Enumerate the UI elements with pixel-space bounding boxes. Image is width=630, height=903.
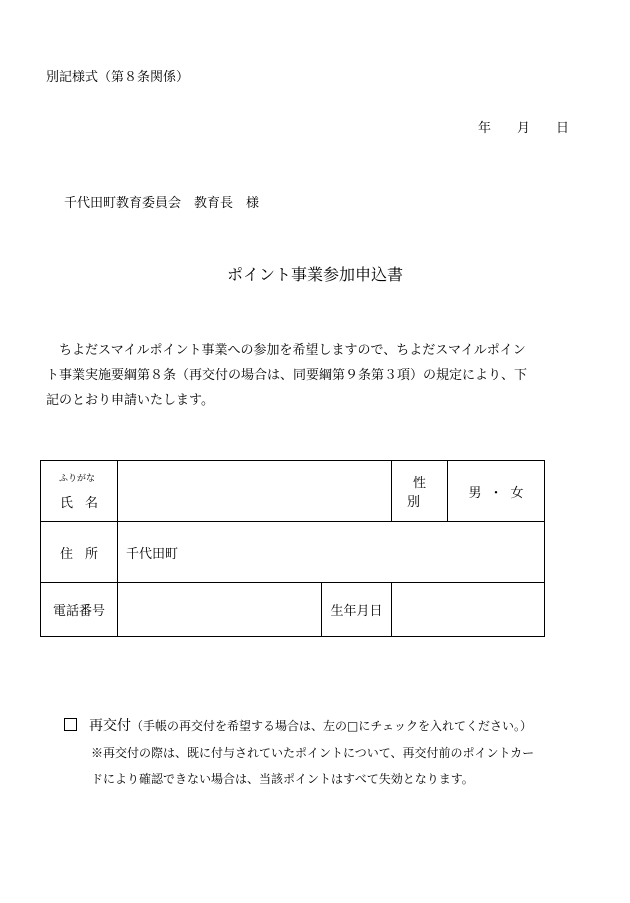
document-title: ポイント事業参加申込書 (226, 265, 403, 284)
reissue-line (64, 715, 532, 735)
reissue-note (91, 740, 534, 792)
phone-label: 電話番号 (52, 604, 105, 619)
note-line: ※再交付の際は、既に付与されていたポイントについて、再交付前のポイントカー (91, 746, 535, 760)
date-month-label: 月 (517, 121, 531, 136)
statement-line: ちよだスマイルポイント事業への参加を希望しますので、ちよだスマイルポイン (46, 343, 526, 358)
applicant-form-table (40, 460, 545, 637)
reissue-checkbox[interactable] (64, 718, 77, 731)
name-label-cell (41, 461, 118, 522)
sex-label: 性別 (406, 476, 438, 510)
address-field[interactable]: 千代田町 (118, 522, 545, 583)
statement-line: 記のとおり申請いたします。 (46, 393, 214, 408)
phone-label-cell (41, 583, 118, 637)
name-label: 氏名 (59, 496, 110, 511)
reissue-label: 再交付 (89, 718, 131, 734)
birthdate-label: 生年月日 (330, 604, 383, 619)
date-year-label: 年 (478, 121, 492, 136)
statement-line: ト事業実施要綱第８条（再交付の場合は、同要綱第９条第３項）の規定により、下 (46, 368, 528, 383)
furigana-label: ふりがな (59, 474, 96, 484)
note-line: ドにより確認できない場合は、当該ポイントはすべて失効となります。 (91, 772, 474, 786)
application-statement (46, 338, 586, 413)
addressee: 千代田町教育委員会 教育長 様 (64, 196, 260, 211)
birthdate-label-cell (322, 583, 392, 637)
date-day-label: 日 (556, 121, 570, 136)
sex-options-field[interactable] (448, 461, 545, 522)
name-field[interactable] (118, 461, 392, 522)
phone-field[interactable] (118, 583, 322, 637)
form-reference: 別記様式（第８条関係） (46, 70, 190, 85)
address-label: 住所 (59, 546, 110, 562)
date-line (478, 117, 569, 136)
sex-options: 男・女 (468, 485, 532, 501)
address-label-cell (41, 522, 118, 583)
sex-label-cell (392, 461, 448, 522)
reissue-instruction: （手帳の再交付を希望する場合は、左の□にチェックを入れてください。） (131, 719, 532, 733)
birthdate-field[interactable] (392, 583, 545, 637)
